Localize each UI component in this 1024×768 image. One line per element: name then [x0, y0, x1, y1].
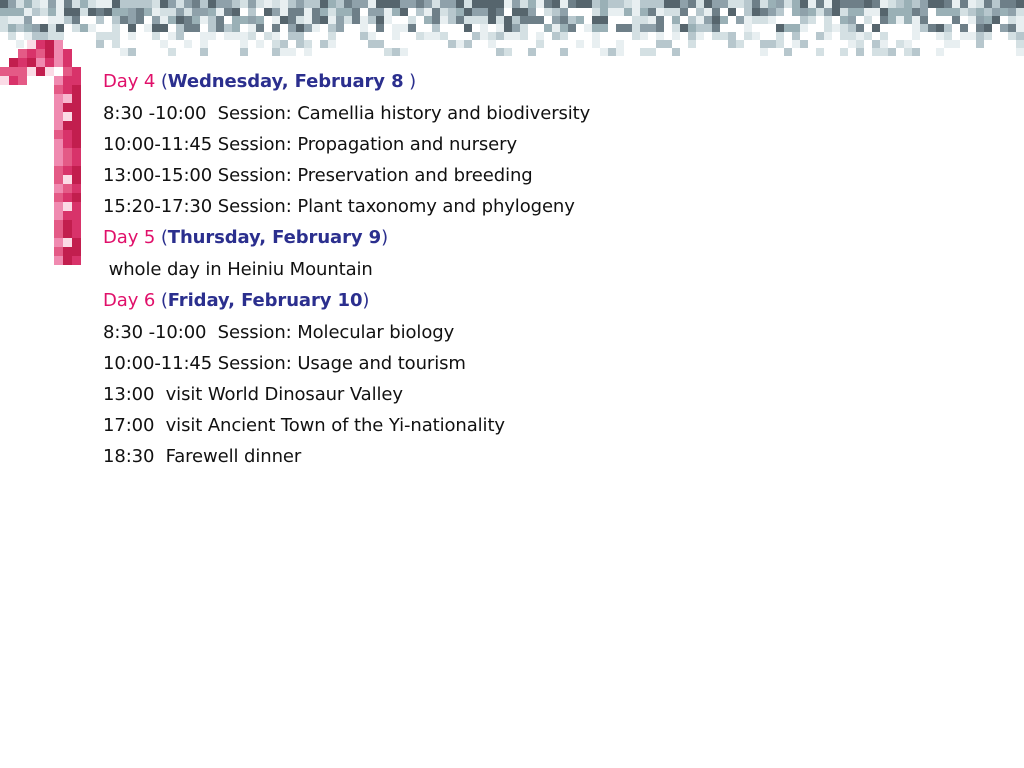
day-6-heading — [103, 285, 983, 317]
day-6-item: 10:00-11:45 Session: Usage and tourism — [103, 353, 466, 374]
day-4-close-paren: ) — [403, 71, 417, 92]
day-4-item: 8:30 -10:00 Session: Camellia history and biodiversity — [103, 103, 591, 124]
day-4-label: Day 4 — [103, 71, 156, 92]
day-4-item: 13:00-15:00 Session: Preservation and breeding — [103, 165, 533, 186]
day-4-open-paren: ( — [155, 71, 168, 92]
day-5-date: Thursday, February 9 — [167, 227, 382, 248]
day-4-item: 15:20-17:30 Session: Plant taxonomy and phylogeny — [103, 196, 575, 217]
day-6-date: Friday, February 10 — [167, 290, 363, 311]
day-6-open-paren: ( — [155, 290, 168, 311]
day-6-item: 8:30 -10:00 Session: Molecular biology — [103, 322, 455, 343]
day-6-close-paren: ) — [362, 290, 370, 311]
day-5-close-paren: ) — [381, 227, 389, 248]
day-6-label: Day 6 — [103, 290, 156, 311]
day-5-open-paren: ( — [155, 227, 168, 248]
pixelated-mosaic-banner — [0, 0, 1024, 56]
banner-mosaic-graphic — [0, 0, 1024, 56]
day-4-item: 10:00-11:45 Session: Propagation and nursery — [103, 134, 518, 155]
day-4-heading — [103, 66, 983, 98]
day-6-item: 17:00 visit Ancient Town of the Yi-nationality — [103, 415, 505, 436]
day-4-date: Wednesday, February 8 — [167, 71, 404, 92]
day-5-item: whole day in Heiniu Mountain — [103, 259, 373, 280]
day-5-heading — [103, 222, 983, 254]
day-5-label: Day 5 — [103, 227, 156, 248]
pixelated-numeral-one — [0, 40, 110, 275]
day-6-item: 13:00 visit World Dinosaur Valley — [103, 384, 403, 405]
agenda-list — [103, 66, 983, 472]
day-6-item: 18:30 Farewell dinner — [103, 446, 302, 467]
numeral-one-graphic — [0, 40, 110, 275]
